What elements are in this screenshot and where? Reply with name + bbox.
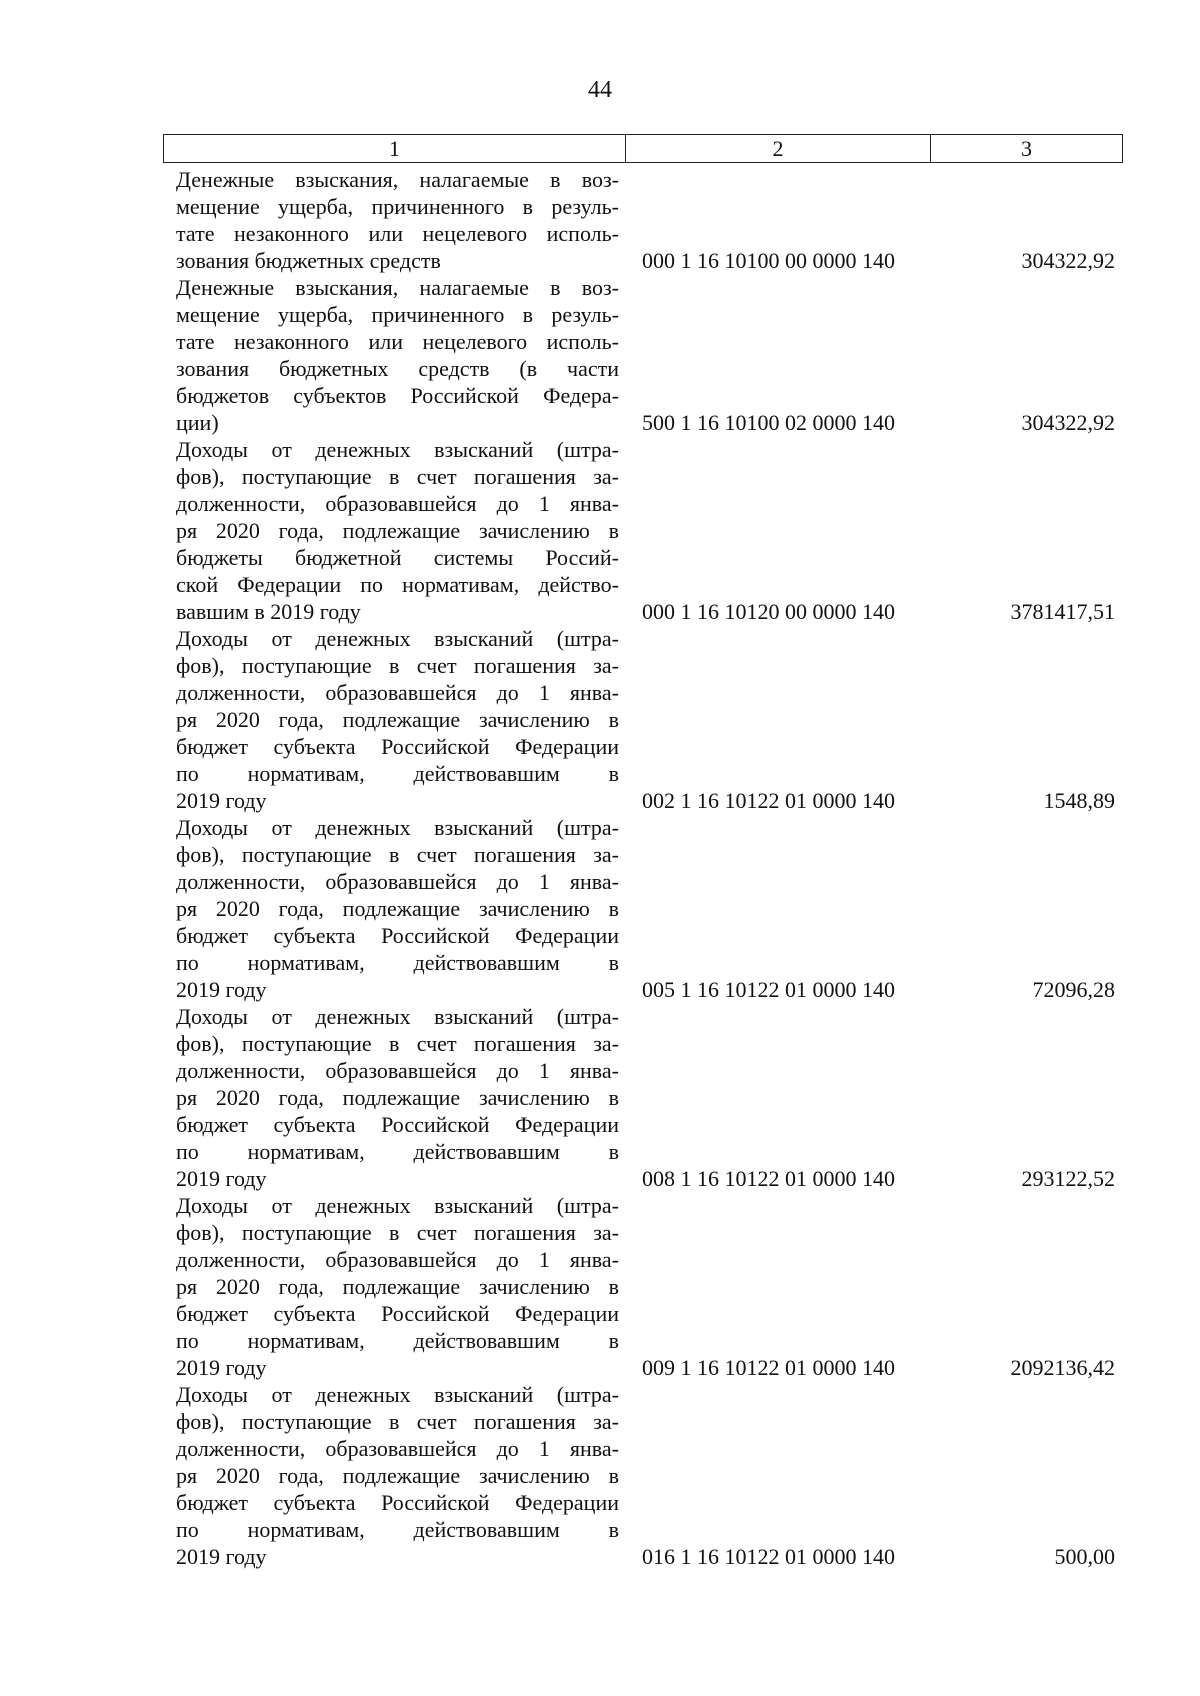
description-line: фов), поступающие в счет погашения за- — [176, 1409, 619, 1434]
description-line: фов), поступающие в счет погашения за- — [176, 842, 619, 867]
description-line: зования бюджетных средств — [176, 248, 441, 273]
description-line: 2019 году — [176, 788, 267, 813]
table-row — [0, 274, 1200, 436]
row-description — [176, 814, 619, 1003]
description-line: ской Федерации по нормативам, действо- — [176, 572, 619, 597]
amount-value: 293122,52 — [1021, 1166, 1115, 1191]
description-line: по нормативам, действовавшим в — [176, 1328, 619, 1353]
description-line: долженности, образовавшейся до 1 янва- — [176, 491, 619, 516]
description-line: Доходы от денежных взысканий (штра- — [176, 1004, 619, 1029]
amount-value: 304322,92 — [1021, 410, 1115, 435]
description-line: 2019 году — [176, 1166, 267, 1191]
description-line: ря 2020 года, подлежащие зачислению в — [176, 1274, 619, 1299]
budget-code: 500 1 16 10100 02 0000 140 — [642, 410, 895, 435]
description-line: бюджеты бюджетной системы Россий- — [176, 545, 619, 570]
amount-value: 72096,28 — [1032, 977, 1115, 1002]
description-line: Доходы от денежных взысканий (штра- — [176, 1382, 619, 1407]
budget-code: 000 1 16 10120 00 0000 140 — [642, 599, 895, 624]
description-line: Денежные взыскания, налагаемые в воз- — [176, 167, 619, 192]
description-line: долженности, образовавшейся до 1 янва- — [176, 869, 619, 894]
amount-value: 3781417,51 — [1010, 599, 1115, 624]
column-header-3: 3 — [1021, 135, 1032, 161]
budget-code: 002 1 16 10122 01 0000 140 — [642, 788, 895, 813]
row-description — [176, 1192, 619, 1381]
row-description — [176, 436, 619, 625]
amount-value: 500,00 — [1054, 1544, 1115, 1569]
table-row — [0, 436, 1200, 625]
description-line: зования бюджетных средств (в части — [176, 356, 619, 381]
table-row — [0, 1003, 1200, 1192]
budget-code: 000 1 16 10100 00 0000 140 — [642, 248, 895, 273]
row-description — [176, 166, 619, 274]
description-line: долженности, образовавшейся до 1 янва- — [176, 1058, 619, 1083]
description-line: бюджет субъекта Российской Федерации — [176, 1490, 619, 1515]
description-line: 2019 году — [176, 977, 267, 1002]
description-line: бюджет субъекта Российской Федерации — [176, 734, 619, 759]
budget-code: 009 1 16 10122 01 0000 140 — [642, 1355, 895, 1380]
description-line: долженности, образовавшейся до 1 янва- — [176, 1436, 619, 1461]
description-line: ции) — [176, 410, 219, 435]
description-line: мещение ущерба, причиненного в резуль- — [176, 194, 619, 219]
budget-code: 005 1 16 10122 01 0000 140 — [642, 977, 895, 1002]
description-line: тате незаконного или нецелевого исполь- — [176, 329, 619, 354]
table-row — [0, 814, 1200, 1003]
description-line: 2019 году — [176, 1355, 267, 1380]
description-line: фов), поступающие в счет погашения за- — [176, 653, 619, 678]
description-line: бюджет субъекта Российской Федерации — [176, 923, 619, 948]
description-line: Доходы от денежных взысканий (штра- — [176, 437, 619, 462]
amount-value: 304322,92 — [1021, 248, 1115, 273]
description-line: ря 2020 года, подлежащие зачислению в — [176, 518, 619, 543]
table-row — [0, 166, 1200, 274]
amount-value: 1548,89 — [1043, 788, 1115, 813]
description-line: Доходы от денежных взысканий (штра- — [176, 815, 619, 840]
row-description — [176, 1003, 619, 1192]
table-row — [0, 1381, 1200, 1570]
description-line: тате незаконного или нецелевого исполь- — [176, 221, 619, 246]
description-line: Денежные взыскания, налагаемые в воз- — [176, 275, 619, 300]
description-line: 2019 году — [176, 1544, 267, 1569]
table-body — [0, 166, 1200, 1570]
description-line: фов), поступающие в счет погашения за- — [176, 464, 619, 489]
table-header — [163, 134, 1123, 163]
description-line: по нормативам, действовавшим в — [176, 761, 619, 786]
description-line: долженности, образовавшейся до 1 янва- — [176, 680, 619, 705]
description-line: ря 2020 года, подлежащие зачислению в — [176, 707, 619, 732]
description-line: бюджетов субъектов Российской Федера- — [176, 383, 619, 408]
row-description — [176, 625, 619, 814]
page-number: 44 — [588, 77, 612, 103]
description-line: долженности, образовавшейся до 1 янва- — [176, 1247, 619, 1272]
description-line: по нормативам, действовавшим в — [176, 1517, 619, 1542]
description-line: по нормативам, действовавшим в — [176, 1139, 619, 1164]
budget-code: 008 1 16 10122 01 0000 140 — [642, 1166, 895, 1191]
budget-code: 016 1 16 10122 01 0000 140 — [642, 1544, 895, 1569]
description-line: ря 2020 года, подлежащие зачислению в — [176, 896, 619, 921]
column-header-2: 2 — [626, 135, 931, 162]
description-line: ря 2020 года, подлежащие зачислению в — [176, 1463, 619, 1488]
description-line: Доходы от денежных взысканий (штра- — [176, 1193, 619, 1218]
row-description — [176, 274, 619, 436]
description-line: мещение ущерба, причиненного в резуль- — [176, 302, 619, 327]
description-line: бюджет субъекта Российской Федерации — [176, 1112, 619, 1137]
row-description — [176, 1381, 619, 1570]
description-line: ря 2020 года, подлежащие зачислению в — [176, 1085, 619, 1110]
description-line: бюджет субъекта Российской Федерации — [176, 1301, 619, 1326]
description-line: по нормативам, действовавшим в — [176, 950, 619, 975]
description-line: Доходы от денежных взысканий (штра- — [176, 626, 619, 651]
column-header-1: 1 — [164, 135, 626, 162]
table-row — [0, 1192, 1200, 1381]
description-line: фов), поступающие в счет погашения за- — [176, 1220, 619, 1245]
amount-value: 2092136,42 — [1010, 1355, 1115, 1380]
description-line: вавшим в 2019 году — [176, 599, 361, 624]
description-line: фов), поступающие в счет погашения за- — [176, 1031, 619, 1056]
table-row — [0, 625, 1200, 814]
